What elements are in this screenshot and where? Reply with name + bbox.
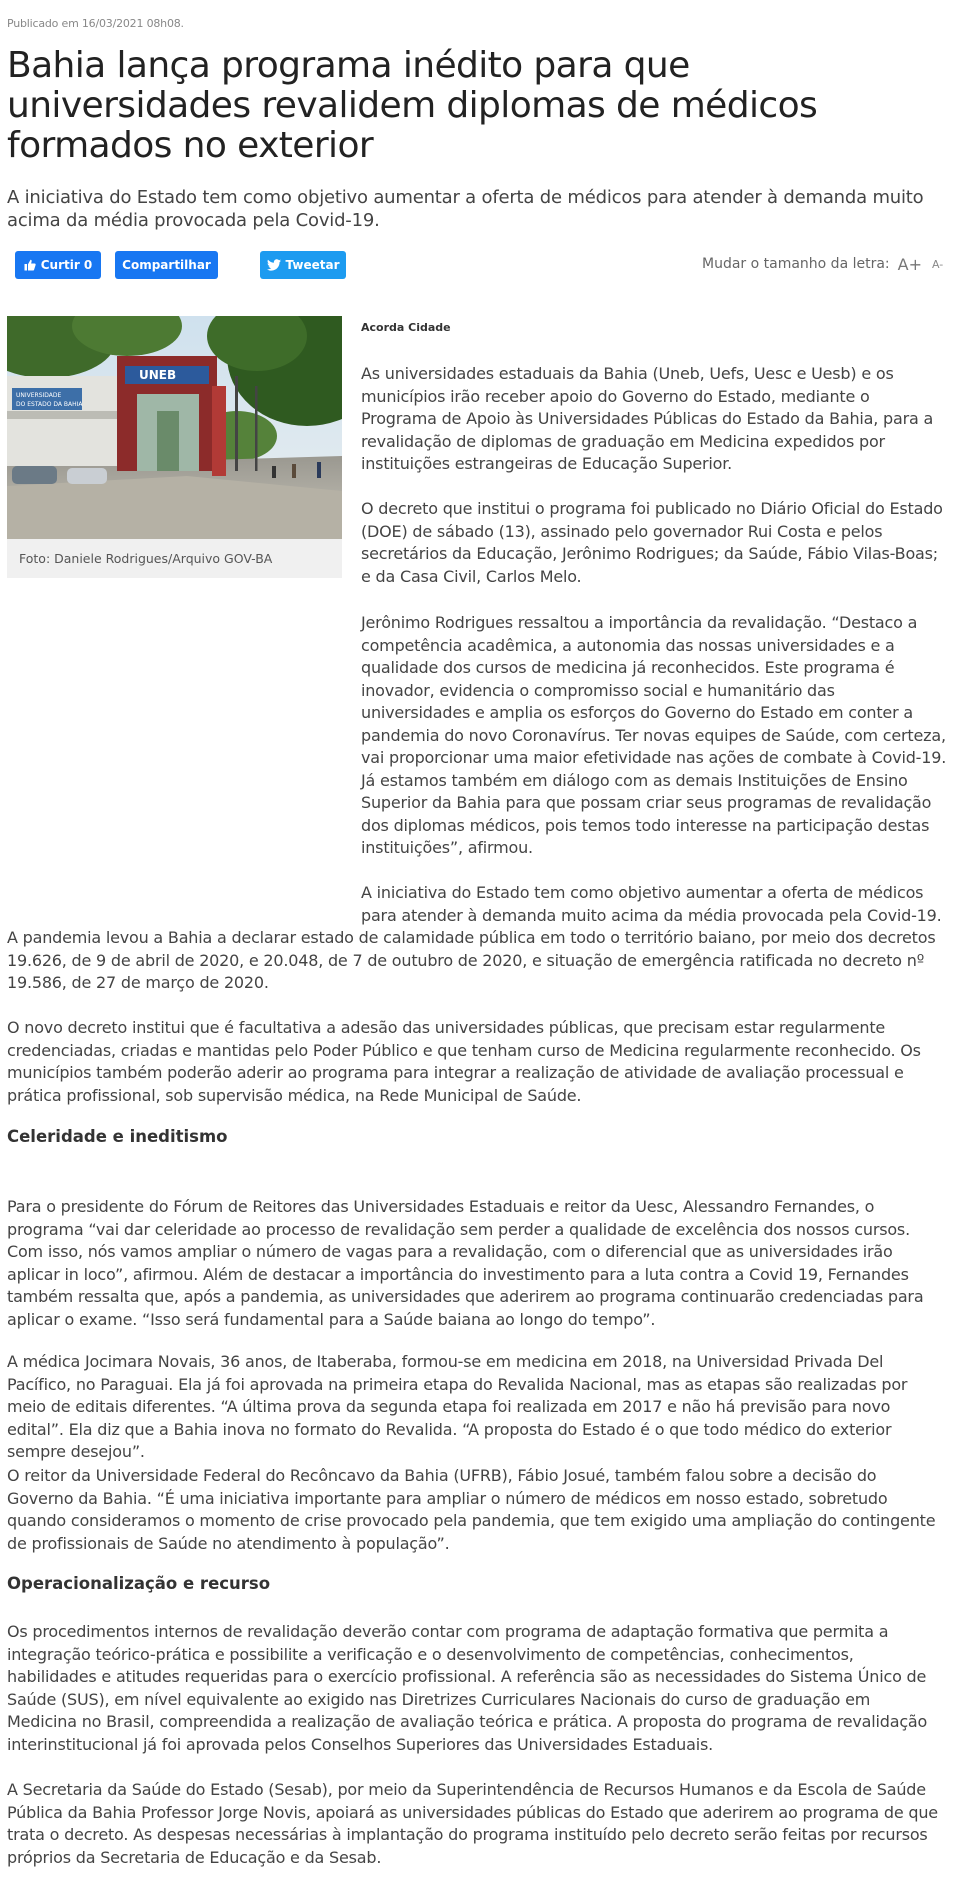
thumbs-up-icon (24, 259, 36, 271)
paragraph-5: A pandemia levou a Bahia a declarar estado de calamidade pública em todo o território baiano, por meio dos decretos 19.626, de 9 de abril de 2020, e 20.048, de 7 de outubro de 2020, e situação de emergência ratificada no decreto nº 19.586, de 27 de março de 2020. (7, 928, 936, 992)
like-button[interactable] (15, 251, 101, 279)
paragraph-6: O novo decreto institui que é facultativa a adesão das universidades públicas, que precisam estar regularmente credenciadas, criadas e mantidas pelo Poder Público e que tenham curso de Medicina regularmente reconhecido. Os municípios também poderão aderir ao programa para integrar a realização de atividade de avaliação processual e prática profissional, sob supervisão médica, na Rede Municipal de Saúde. (7, 1018, 921, 1105)
font-increase-button[interactable]: A+ (897, 254, 923, 274)
paragraph-8: A médica Jocimara Novais, 36 anos, de Itaberaba, formou-se em medicina em 2018, na Universidad Privada Del Pacífico, no Paraguai. Ela já foi aprovada na primeira etapa do Revalida Nacional, mas as etapas são realizadas por meio de editais diferentes. “A última prova da segunda etapa foi realizada em 2017 e não há previsão para novo edital”. Ela diz que a Bahia inova no formato do Revalida. “A proposta do Estado é o que todo médico do exterior sempre desejou”. (7, 1352, 908, 1461)
article-lead: A iniciativa do Estado tem como objetivo aumentar a oferta de médicos para atender à demanda muito acima da média provocada pela Covid-19. (7, 187, 924, 231)
paragraph-9: O reitor da Universidade Federal do Recôncavo da Bahia (UFRB), Fábio Josué, também falou sobre a decisão do Governo da Bahia. “É uma iniciativa importante para ampliar o número de médicos em nosso estado, sobretudo quando consideramos o momento de crise provocado pela pandemia, que tem exigido uma ampliação do contingente de profissionais de Saúde no atendimento à população”. (7, 1466, 936, 1553)
paragraph-1: As universidades estaduais da Bahia (Uneb, Uefs, Uesc e Uesb) e os municípios irão receber apoio do Governo do Estado, mediante o Programa de Apoio às Universidades Públicas do Estado da Bahia, para a revalidação de diplomas de graduação em Medicina expedidos por instituições estrangeiras de Educação Superior. (361, 364, 934, 473)
article-headline: Bahia lança programa inédito para que universidades revalidem diplomas de médicos formados no exterior (7, 45, 818, 166)
publish-date: Publicado em 16/03/2021 08h08. (7, 17, 184, 30)
article-source: Acorda Cidade (361, 321, 451, 334)
section-heading-operacionalizacao: Operacionalização e recurso (7, 1574, 271, 1593)
article-photo (7, 316, 342, 539)
sign-text: UNIVERSIDADE (16, 392, 62, 399)
like-label: Curtir 0 (40, 258, 93, 272)
paragraph-7: Para o presidente do Fórum de Reitores das Universidades Estaduais e reitor da Uesc, Alessandro Fernandes, o programa “vai dar celeridade ao processo de revalidação sem perder a qualidade de excelência dos nossos cursos. Com isso, nós vamos ampliar o número de vagas para a revalidação, com o diferencial que as universidades irão aplicar in loco”, afirmou. Além de destacar a importância do investimento para a luta contra a Covid 19, Fernandes também ressalta que, após a pandemia, as universidades que aderirem ao programa continuarão credenciadas para aplicar o exame. “Isso será fundamental para a Saúde baiana ao longo do tempo”. (7, 1197, 924, 1329)
svg-text:DO ESTADO DA BAHIA: DO ESTADO DA BAHIA (16, 401, 83, 408)
paragraph-3: Jerônimo Rodrigues ressaltou a importância da revalidação. “Destaco a competência acadêmica, a autonomia das nossas universidades e a qualidade dos cursos de medicina já reconhecidos. Este programa é inovador, evidencia o compromisso social e humanitário das universidades e amplia os esforços do Governo do Estado em conter a pandemia do novo Coronavírus. Ter novas equipes de Saúde, com certeza, vai proporcionar uma maior efetividade nas ações de combate à Covid-19. Já estamos também em diálogo com as demais Instituições de Ensino Superior da Bahia para que possam criar seus programas de revalidação dos diplomas médicos, pois temos todo interesse na participação destas instituições”, afirmou. (361, 613, 947, 857)
share-label: Compartilhar (122, 258, 211, 272)
paragraph-10: Os procedimentos internos de revalidação deverão contar com programa de adaptação formativa que permita a integração teórico-prática e possibilite a verificação e o desenvolvimento de competências, conhecimentos, habilidades e atitudes requeridas para o exercício profissional. A referência são as necessidades do Sistema Único de Saúde (SUS), em nível equivalente ao exigido nas Diretrizes Curriculares Nacionais do curso de graduação em Medicina no Brasil, compreendida a realização de avaliação teórica e prática. A proposta do programa de revalidação interinstitucional já foi aprovada pelos Conselhos Superiores das Universidades Estaduais. (7, 1622, 928, 1754)
paragraph-2: O decreto que institui o programa foi publicado no Diário Oficial do Estado (DOE) de sábado (13), assinado pelo governador Rui Costa e pelos secretários da Educação, Jerônimo Rodrigues; da Saúde, Fábio Vilas-Boas; e da Casa Civil, Carlos Melo. (361, 499, 943, 586)
share-button[interactable] (115, 251, 218, 279)
font-size-control (702, 250, 943, 278)
photo-caption: Foto: Daniele Rodrigues/Arquivo GOV-BA (19, 551, 273, 566)
article-figure (7, 316, 342, 578)
paragraph-11: A Secretaria da Saúde do Estado (Sesab), por meio da Superintendência de Recursos Humanos e da Escola de Saúde Pública da Bahia Professor Jorge Novis, apoiará as universidades públicas do Estado que aderirem ao programa de que trata o decreto. As despesas necessárias à implantação do programa instituído pelo decreto serão feitas por recursos próprios da Secretaria de Educação e da Sesab. (7, 1780, 938, 1867)
font-size-label: Mudar o tamanho da letra: (702, 256, 890, 272)
section-heading-celeridade: Celeridade e ineditismo (7, 1127, 228, 1146)
gate-logo-text: UNEB (139, 368, 177, 382)
twitter-bird-icon (267, 259, 281, 271)
tweet-label: Tweetar (285, 258, 340, 272)
paragraph-4: A iniciativa do Estado tem como objetivo aumentar a oferta de médicos para atender à demanda muito acima da média provocada pela Covid-19. (361, 883, 942, 925)
tweet-button[interactable] (260, 251, 346, 279)
font-decrease-button[interactable]: A- (932, 257, 944, 271)
